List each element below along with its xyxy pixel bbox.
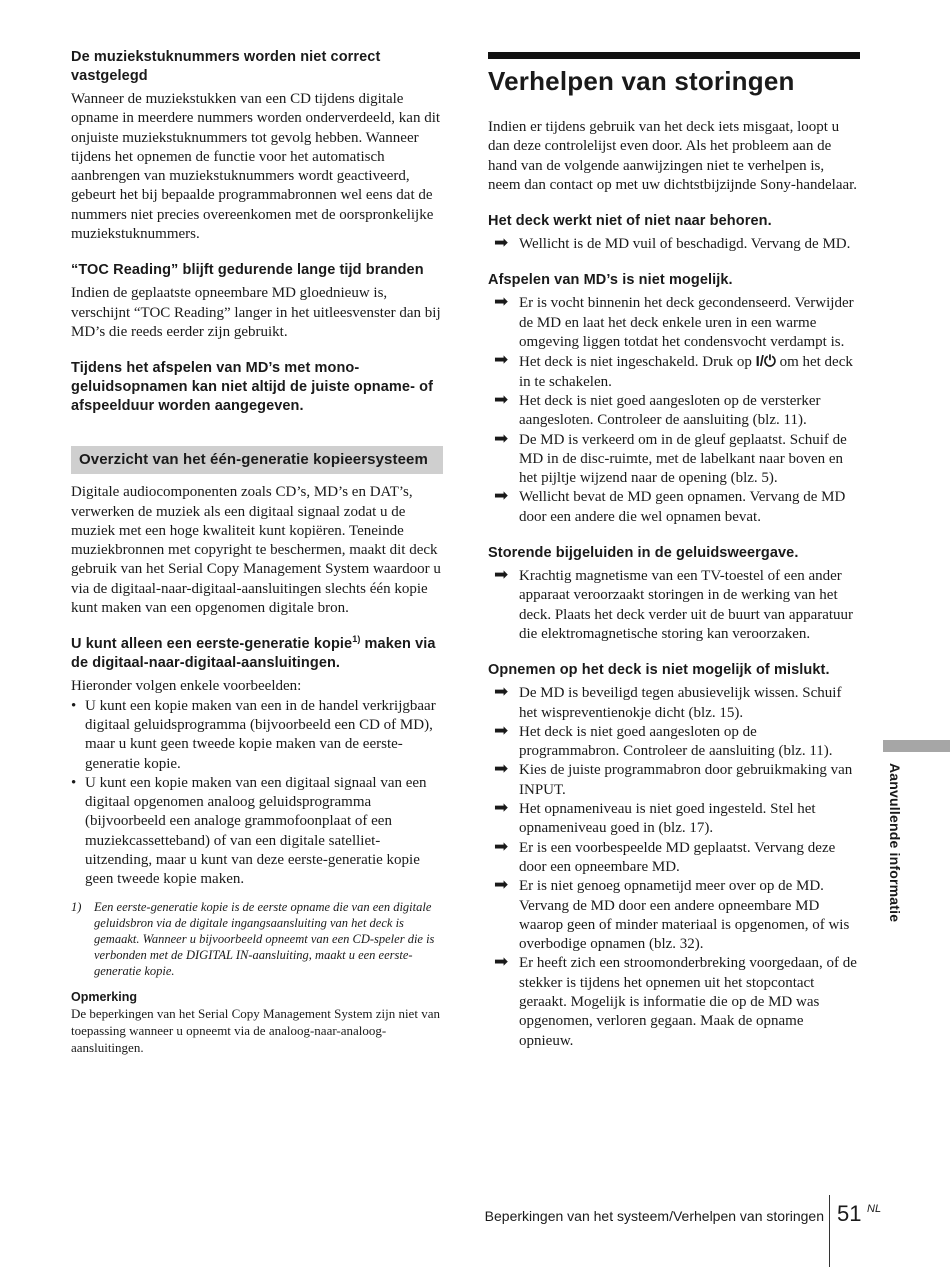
arrow-right-icon: ➡ bbox=[494, 720, 509, 741]
section-heading-mono-recordings: Tijdens het afspelen van MD’s met mono-geluidsopnamen kan niet altijd de juiste opname- of afspeelduur worden aangegeven. bbox=[71, 360, 434, 415]
list-item: • U kunt een kopie maken van een in de handel verkrijgbaar digitaal geluidsprogramma (bijvoorbeeld een CD of MD), maar u kunt geen tweede kopie maken van de eerste-generatie kopie. bbox=[71, 697, 436, 772]
section-heading-toc-reading: “TOC Reading” blijft gedurende lange tijd branden bbox=[71, 262, 424, 279]
arrow-right-icon: ➡ bbox=[494, 875, 509, 896]
solution-item: ➡ Het deck is niet ingeschakeld. Druk op I/⏻ om het deck in te schakelen. bbox=[494, 350, 853, 390]
title-rule bbox=[488, 52, 860, 59]
footer-section-title: Beperkingen van het systeem/Verhelpen van storingen bbox=[484, 1208, 824, 1224]
section-heading-track-numbers: De muziekstuknummers worden niet correct vastgelegd bbox=[71, 49, 381, 84]
footnote-number: 1) bbox=[71, 899, 82, 914]
footnote-text: Een eerste-generatie kopie is de eerste opname die van een digitale geluidsbron via de digitale ingangsaansluiting van het deck is gemaakt. Wanneer u bijvoorbeeld opneemt van een CD-speler die is verbonden met de DIGITAL IN-aansluiting, maakt u een eerste-generatie kopie. bbox=[94, 899, 435, 978]
section-box-copy-system bbox=[71, 446, 443, 474]
problem-heading-not-working: Het deck werkt niet of niet naar behoren. bbox=[488, 213, 772, 230]
solution-list bbox=[488, 567, 860, 644]
arrow-right-icon: ➡ bbox=[494, 798, 509, 819]
arrow-right-icon: ➡ bbox=[494, 759, 509, 780]
arrow-right-icon: ➡ bbox=[494, 428, 509, 449]
section-box-title: Overzicht van het één-generatie kopieersysteem bbox=[79, 451, 428, 469]
troubleshooting-intro: Indien er tijdens gebruik van het deck iets misgaat, loopt u dan deze controlelijst even door. Als het probleem aan de hand van de volgende aanwijzingen niet te verhelpen is, neem dan contact op met uw dichtstbijzijnde Sony-handelaar. bbox=[488, 119, 858, 193]
section-heading-first-generation bbox=[71, 635, 443, 673]
arrow-right-icon: ➡ bbox=[494, 682, 509, 703]
page-number: 51 bbox=[837, 1201, 862, 1226]
heading-part-b: maken via de digitaal-naar-digitaal-aansluitingen. bbox=[71, 636, 436, 672]
arrow-right-icon: ➡ bbox=[494, 565, 509, 586]
solution-item: ➡ Kies de juiste programmabron door gebruikmaking van INPUT. bbox=[494, 759, 853, 798]
solution-item: ➡ Er is vocht binnenin het deck gecondenseerd. Verwijder de MD en laat het deck enkele uren in een warme omgeving liggen totdat het condensvocht verdampt is. bbox=[494, 292, 854, 351]
note-heading: Opmerking bbox=[71, 989, 137, 1004]
power-icon: I/⏻ bbox=[755, 353, 776, 371]
examples-intro: Hieronder volgen enkele voorbeelden: bbox=[71, 678, 302, 695]
arrow-right-icon: ➡ bbox=[494, 389, 509, 410]
problem-heading-recording: Opnemen op het deck is niet mogelijk of mislukt. bbox=[488, 662, 830, 679]
solution-list bbox=[488, 235, 860, 254]
solution-list bbox=[488, 684, 860, 1051]
bullet-icon: • bbox=[71, 697, 77, 714]
solution-item: ➡ Er heeft zich een stroomonderbreking voorgedaan, of de stekker is tijdens het opnemen uit het stopcontact geraakt. Mogelijk is informatie die op de MD was opgenomen, verloren gegaan. Maak de opname opnieuw. bbox=[494, 952, 857, 1049]
paragraph-track-numbers: Wanneer de muziekstukken van een CD tijdens digitale opname in meerdere nummers worden onderverdeeld, kan dit onjuiste muziekstuknummers tot gevolg hebben. Wanneer tijdens het opnemen de functie voor het automatisch aanbrengen van muziekstuknummers wordt geactiveerd, gebeurt het bij bepaalde programmabronnen wel eens dat de nummers niet precies overeenkomen met de oorspronkelijke muziekstuknummers. bbox=[71, 91, 441, 243]
problem-heading-no-playback: Afspelen van MD’s is niet mogelijk. bbox=[488, 272, 733, 289]
paragraph-copy-system: Digitale audiocomponenten zoals CD’s, MD’s en DAT’s, verwerken de muziek als een digitaal signaal zodat u de muziek met een hoge kwaliteit kunt kopiëren. Teneinde muziekbronnen met copyright te beschermen, maakt dit deck gebruik van het Serial Copy Management System waardoor u via de digitaal-naar-digitaal-aansluitingen slechts één kopie kunt maken van een opgenomen digitale bron. bbox=[71, 484, 441, 617]
arrow-right-icon: ➡ bbox=[494, 486, 509, 507]
side-tab-marker bbox=[883, 740, 950, 752]
solution-item: ➡ Wellicht bevat de MD geen opnamen. Vervang de MD door een andere die wel opnamen bevat. bbox=[494, 486, 846, 525]
solution-item: ➡ Er is een voorbespeelde MD geplaatst. Vervang deze door een opneembare MD. bbox=[494, 836, 836, 875]
footer-divider bbox=[829, 1195, 830, 1267]
list-item: • U kunt een kopie maken van een digitaal signaal van een digitaal opgenomen analoog geluidsprogramma (bijvoorbeeld een analoge grammofoonplaat of een muziekcassetteband) of van een digitale satelliet-uitzending, maar u kunt van deze eerste-generatie kopie geen tweede kopie maken. bbox=[71, 774, 427, 888]
right-column bbox=[488, 52, 860, 1051]
page-language: NL bbox=[867, 1203, 882, 1215]
arrow-right-icon: ➡ bbox=[494, 836, 509, 857]
arrow-right-icon: ➡ bbox=[494, 952, 509, 973]
solution-item: ➡ Krachtig magnetisme van een TV-toestel of een ander apparaat veroorzaakt storingen in de werking van het deck. Plaats het deck verder uit de buurt van apparatuur die elektromagnetische storing kan veroorzaken. bbox=[494, 565, 854, 642]
heading-part-a: U kunt alleen een eerste-generatie kopie bbox=[71, 636, 353, 653]
examples-list bbox=[71, 697, 443, 890]
arrow-right-icon: ➡ bbox=[494, 233, 509, 254]
solution-item: ➡ Het opnameniveau is niet goed ingesteld. Stel het opnameniveau goed in (blz. 17). bbox=[494, 798, 816, 837]
paragraph-toc-reading: Indien de geplaatste opneembare MD gloednieuw is, verschijnt “TOC Reading” langer in het uitleesvenster dan bij MD’s die reeds eerder zijn gebruikt. bbox=[71, 285, 441, 340]
solution-item: ➡ De MD is beveiligd tegen abusievelijk wissen. Schuif het wispreventienokje dicht (blz. 15). bbox=[494, 682, 842, 721]
solution-item: ➡ Het deck is niet goed aangesloten op de programmabron. Controleer de aansluiting (blz. 11). bbox=[494, 720, 833, 760]
left-column bbox=[71, 48, 443, 1057]
footnote bbox=[71, 899, 443, 979]
solution-list bbox=[488, 294, 860, 527]
side-section-label: Aanvullende informatie bbox=[887, 763, 903, 923]
problem-heading-noise: Storende bijgeluiden in de geluidsweergave. bbox=[488, 545, 799, 562]
solution-item: ➡ Wellicht is de MD vuil of beschadigd. Vervang de MD. bbox=[494, 233, 851, 254]
bullet-icon: • bbox=[71, 774, 77, 791]
page-title: Verhelpen van storingen bbox=[488, 66, 795, 96]
solution-item: ➡ Er is niet genoeg opnametijd meer over op de MD. Vervang de MD door een andere opneembare MD waarop geen of minder materiaal is opgenomen, of wis overbodige opnamen (blz. 32). bbox=[494, 875, 850, 953]
arrow-right-icon: ➡ bbox=[494, 292, 509, 313]
footnote-ref: 1) bbox=[352, 634, 361, 645]
note-text: De beperkingen van het Serial Copy Management System zijn niet van toepassing wanneer u opneemt via de analoog-naar-analoog-aansluitingen. bbox=[71, 1005, 440, 1056]
arrow-right-icon: ➡ bbox=[494, 350, 509, 371]
solution-item: ➡ Het deck is niet goed aangesloten op de versterker aangesloten. Controleer de aansluiting (blz. 11). bbox=[494, 389, 821, 429]
solution-item: ➡ De MD is verkeerd om in de gleuf geplaatst. Schuif de MD in de disc-ruimte, met de labelkant naar boven en het pijltje wijzend naar de opening (blz. 5). bbox=[494, 428, 847, 487]
